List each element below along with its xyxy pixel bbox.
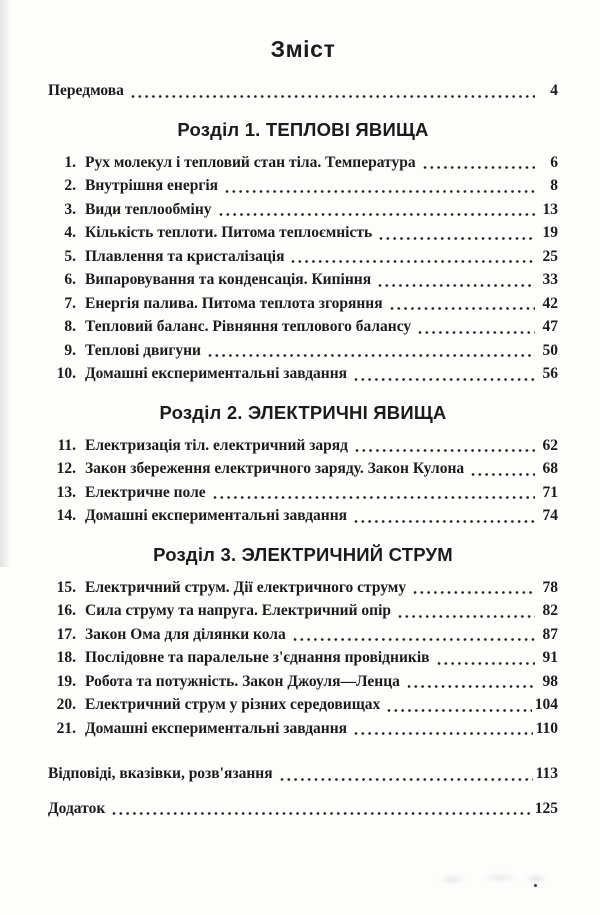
entry-title: Тепловий баланс. Рівняння теплового балансу	[85, 318, 412, 335]
entry-number: 20.	[56, 696, 76, 713]
entry-title: Кількість теплоти. Питома теплоємність	[85, 224, 373, 241]
entry-number: 21.	[56, 719, 76, 737]
toc-entry-answers	[48, 762, 558, 786]
section-heading: Розділ 3. ЭЛЕКТРИЧНИЙ СТРУМ	[153, 543, 453, 565]
toc-entry-appendix	[48, 797, 558, 821]
toc-entry	[48, 434, 558, 458]
toc-entry	[48, 292, 558, 316]
entry-page: 6	[550, 153, 558, 171]
toc-entry	[48, 504, 558, 528]
toc-entry	[48, 623, 558, 647]
section-1	[48, 118, 558, 386]
entry-title: Домашні експериментальні завдання	[85, 719, 348, 737]
entry-title: Додаток	[48, 799, 106, 817]
page-title: Зміст	[270, 36, 336, 62]
entry-title: Послідовне та паралельне з'єднання провідників	[85, 649, 430, 666]
entry-title: Закон Ома для ділянки кола	[85, 625, 286, 643]
dot-leader	[437, 662, 536, 665]
dot-leader	[225, 190, 535, 193]
entry-number: 8.	[64, 318, 76, 335]
scan-speck-artifact	[534, 884, 537, 887]
toc-entry	[48, 221, 558, 245]
dot-leader	[213, 496, 535, 499]
toc-entry	[48, 245, 558, 269]
dot-leader	[423, 166, 535, 169]
toc-entry	[48, 717, 558, 741]
toc-entry	[48, 457, 558, 481]
entry-page: 125	[534, 799, 558, 817]
section-heading: Розділ 2. ЭЛЕКТРИЧНІ ЯВИЩА	[159, 401, 447, 423]
section-3	[48, 543, 558, 741]
dot-leader	[355, 449, 535, 452]
entry-number: 7.	[64, 294, 76, 312]
entry-title: Передмова	[48, 82, 124, 99]
dot-leader	[112, 812, 532, 815]
entry-number: 18.	[56, 649, 76, 666]
entry-number: 19.	[56, 672, 76, 690]
entry-page: 8	[550, 177, 558, 194]
dot-leader	[293, 638, 535, 641]
entry-number: 14.	[56, 507, 76, 524]
entry-number: 15.	[56, 578, 76, 596]
entry-page: 50	[542, 341, 558, 359]
entry-page: 25	[542, 247, 558, 265]
entry-number: 6.	[64, 271, 76, 288]
entry-title: Плавлення та кристалізація	[85, 247, 285, 265]
entry-number: 1.	[64, 153, 76, 171]
dot-leader	[208, 354, 535, 357]
toc-entry-preface	[48, 79, 558, 103]
entry-page: 98	[542, 672, 558, 690]
entry-page: 87	[542, 625, 558, 643]
dot-leader	[418, 331, 535, 334]
dot-leader	[387, 709, 531, 712]
dot-leader	[219, 213, 535, 216]
entry-number: 10.	[56, 365, 76, 382]
dot-leader	[390, 307, 535, 310]
entry-number: 16.	[56, 602, 76, 619]
toc-entry	[48, 339, 558, 363]
entry-title: Електричний струм. Дії електричного струму	[85, 578, 407, 596]
entry-number: 5.	[64, 247, 76, 265]
entry-title: Внутрішня енергія	[85, 177, 219, 194]
dot-leader	[471, 473, 535, 476]
toc-entry	[48, 670, 558, 694]
dot-leader	[280, 778, 533, 781]
toc-entry	[48, 268, 558, 292]
dot-leader	[378, 284, 535, 287]
toc-entry	[48, 151, 558, 175]
entry-page: 104	[534, 696, 558, 713]
entry-title: Електричне поле	[85, 483, 206, 501]
entry-title: Електричний струм у різних середовищах	[85, 696, 381, 713]
toc-entry	[48, 481, 558, 505]
dot-leader	[291, 260, 535, 263]
entry-title: Випаровування та конденсація. Кипіння	[85, 271, 372, 288]
entry-page: 33	[542, 271, 558, 288]
entry-title: Теплові двигуни	[85, 341, 201, 359]
toc-entry	[48, 362, 558, 386]
entry-page: 56	[542, 365, 558, 382]
entry-page: 113	[535, 765, 558, 782]
toc-entry	[48, 198, 558, 222]
dot-leader	[407, 685, 535, 688]
entry-page: 78	[542, 578, 558, 596]
toc-entry	[48, 315, 558, 339]
dot-leader	[379, 237, 535, 240]
entry-page: 47	[542, 318, 558, 335]
entry-title: Види теплообміну	[85, 200, 212, 218]
entry-page: 110	[535, 719, 558, 737]
entry-title: Домашні експериментальні завдання	[85, 507, 348, 524]
entry-number: 11.	[57, 436, 76, 454]
entry-title: Домашні експериментальні завдання	[85, 365, 348, 382]
entry-page: 68	[542, 460, 558, 477]
entry-title: Відповіді, вказівки, розв'язання	[48, 765, 273, 782]
entry-page: 91	[542, 649, 558, 666]
entry-number: 17.	[56, 625, 76, 643]
dot-leader	[398, 615, 535, 618]
entry-number: 4.	[64, 224, 76, 241]
entry-number: 9.	[64, 341, 76, 359]
toc-entry	[48, 576, 558, 600]
toc-entry	[48, 693, 558, 717]
toc-entry	[48, 646, 558, 670]
dot-leader	[354, 732, 533, 735]
entry-number: 13.	[56, 483, 76, 501]
scan-gutter-shade	[0, 0, 11, 567]
entry-page: 62	[542, 436, 558, 454]
toc-entry	[48, 174, 558, 198]
entry-title: Рух молекул і тепловий стан тіла. Температура	[85, 153, 416, 171]
toc-entry	[48, 599, 558, 623]
dot-leader	[354, 378, 535, 381]
entry-title: Сила струму та напруга. Електричний опір	[85, 602, 392, 619]
dot-leader	[354, 520, 535, 523]
entry-page: 19	[542, 224, 558, 241]
entry-title: Робота та потужність. Закон Джоуля—Ленца	[85, 672, 400, 690]
scan-smudge-artifact	[428, 871, 548, 885]
entry-number: 3.	[64, 200, 76, 218]
section-2	[48, 401, 558, 528]
entry-page: 13	[542, 200, 558, 218]
entry-number: 12.	[56, 460, 76, 477]
entry-page: 42	[542, 294, 558, 312]
dot-leader	[413, 591, 535, 594]
entry-title: Закон збереження електричного заряду. Закон Кулона	[85, 460, 465, 477]
entry-title: Електризація тіл. електричний заряд	[85, 436, 349, 454]
entry-title: Енергія палива. Питома теплота згоряння	[85, 294, 383, 312]
entry-page: 82	[542, 602, 558, 619]
entry-page: 71	[542, 483, 558, 501]
entry-page: 4	[550, 82, 558, 99]
dot-leader	[131, 95, 535, 98]
section-heading: Розділ 1. ТЕПЛОВІ ЯВИЩА	[177, 118, 429, 140]
entry-page: 74	[542, 507, 558, 524]
entry-number: 2.	[64, 177, 76, 194]
